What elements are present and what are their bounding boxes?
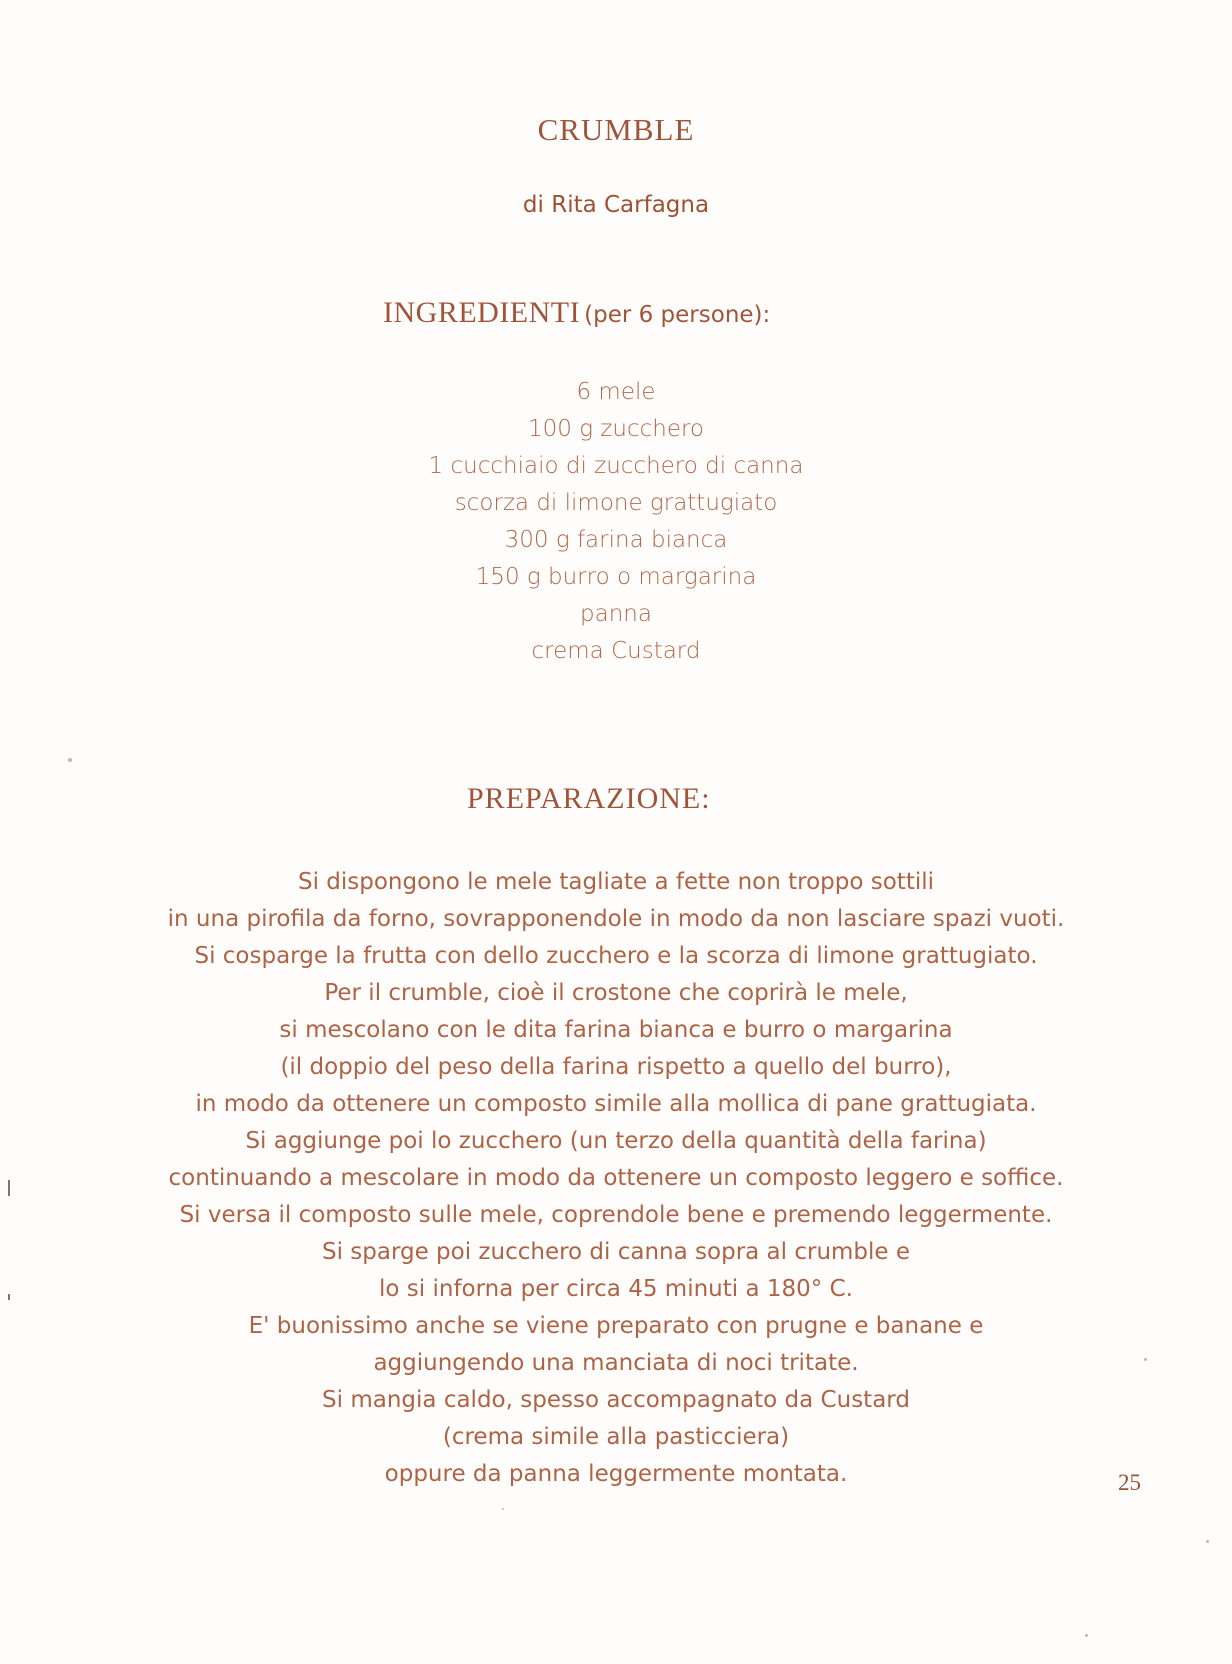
ingredient-item: 1 cucchiaio di zucchero di canna	[428, 453, 804, 479]
page-number: 25	[1118, 1470, 1141, 1495]
preparation-line: Si dispongono le mele tagliate a fette non troppo sottili	[297, 869, 935, 895]
preparation-line: in una pirofila da forno, sovrapponendole in modo da non lasciare spazi vuoti.	[167, 906, 1065, 932]
preparation-line: Si aggiunge poi lo zucchero (un terzo della quantità della farina)	[245, 1128, 987, 1154]
ingredient-item: 100 g zucchero	[527, 416, 704, 442]
preparation-line: lo si inforna per circa 45 minuti a 180° C.	[379, 1276, 853, 1302]
recipe-title: CRUMBLE	[537, 112, 695, 147]
preparation-line: in modo da ottenere un composto simile alla mollica di pane grattugiata.	[195, 1091, 1037, 1117]
preparation-line: (crema simile alla pasticciera)	[442, 1424, 790, 1450]
preparation-line: Si versa il composto sulle mele, coprendole bene e premendo leggermente.	[179, 1202, 1053, 1228]
preparation-line: oppure da panna leggermente montata.	[384, 1461, 848, 1487]
preparation-line: E' buonissimo anche se viene preparato con prugne e banane e	[248, 1313, 984, 1339]
ingredient-item: 6 mele	[576, 379, 656, 405]
scan-speck	[68, 758, 72, 762]
scan-speck	[1144, 1358, 1147, 1361]
preparation-line: Per il crumble, cioè il crostone che coprirà le mele,	[324, 980, 908, 1006]
preparation-line: si mescolano con le dita farina bianca e burro o margarina	[279, 1017, 953, 1043]
ingredient-item: 150 g burro o margarina	[475, 564, 757, 590]
ingredients-list	[0, 374, 1232, 670]
preparation-line: Si cosparge la frutta con dello zucchero e la scorza di limone grattugiato.	[194, 943, 1038, 969]
preparation-line: Si mangia caldo, spesso accompagnato da Custard	[322, 1387, 910, 1413]
scan-edge-mark	[8, 1180, 10, 1196]
preparation-line: aggiungendo una manciata di noci tritate.	[373, 1350, 859, 1376]
ingredients-heading	[383, 296, 770, 330]
ingredient-item: crema Custard	[531, 638, 701, 664]
preparation-line: Si sparge poi zucchero di canna sopra al crumble e	[321, 1239, 911, 1265]
preparation-line: continuando a mescolare in modo da ottenere un composto leggero e soffice.	[168, 1165, 1064, 1191]
preparation-line: (il doppio del peso della farina rispetto a quello del burro),	[280, 1054, 952, 1080]
ingredient-item: 300 g farina bianca	[504, 527, 728, 553]
recipe-author: di Rita Carfagna	[522, 192, 710, 218]
ingredients-servings: (per 6 persone):	[584, 302, 771, 328]
scan-speck	[1206, 1540, 1209, 1543]
preparation-text	[0, 864, 1232, 1493]
preparation-heading: PREPARAZIONE:	[467, 782, 711, 815]
ingredients-title: INGREDIENTI	[383, 296, 581, 329]
scan-edge-mark	[8, 1294, 10, 1300]
ingredient-item: scorza di limone grattugiato	[454, 490, 778, 516]
ingredient-item: panna	[580, 601, 652, 627]
scan-speck	[502, 1508, 504, 1510]
scan-speck	[1085, 1634, 1088, 1637]
